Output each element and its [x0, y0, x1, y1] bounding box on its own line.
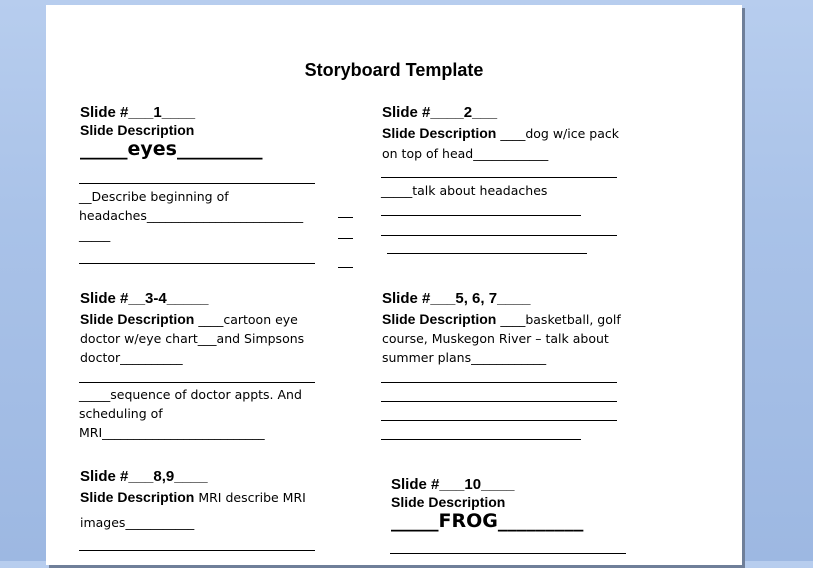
document-page — [46, 5, 742, 565]
slide-2-blank-line-4 — [387, 253, 587, 254]
slide-1-notes — [79, 187, 349, 244]
margin-mark-3 — [338, 267, 353, 268]
slide-10-blank-line-1 — [390, 553, 626, 554]
slide-1-description-text: _____eyes_________ — [80, 138, 263, 160]
slide-8-9-blank-line-1 — [79, 550, 315, 551]
slide-2-block — [382, 104, 662, 163]
slide-3-4-description-line-2: doctor w/eye chart___and Simpsons — [80, 331, 305, 346]
slide-3-4-description-label: Slide Description — [80, 311, 195, 327]
slide-2-blank-line-1 — [381, 177, 617, 178]
slide-1-blank-line-2 — [79, 263, 315, 264]
slide-8-9-heading: Slide #___8,9____ — [80, 468, 208, 485]
slide-5-6-7-description-line-2: course, Muskegon River – talk about — [382, 331, 609, 346]
slide-3-4-note-line-2: scheduling of — [79, 406, 163, 421]
slide-1-blank-line-1 — [79, 183, 315, 184]
document-title: Storyboard Template — [304, 60, 484, 80]
margin-mark-1 — [338, 217, 353, 218]
slide-1-heading: Slide #___1____ — [80, 104, 196, 121]
slide-5-6-7-blank-line-2 — [381, 401, 617, 402]
slide-2-heading: Slide #____2___ — [382, 104, 498, 121]
slide-5-6-7-blank-line-3 — [381, 420, 617, 421]
slide-1-note-line-1: __Describe beginning of — [79, 189, 229, 204]
slide-5-6-7-block — [382, 290, 672, 367]
slide-2-note-line-1: _____talk about headaches — [381, 183, 548, 198]
slide-3-4-notes — [79, 385, 349, 442]
slide-2-blank-line-2 — [381, 215, 581, 216]
slide-5-6-7-description-text: ____basketball, golf — [496, 312, 621, 327]
slide-2-blank-line-3 — [381, 235, 617, 236]
slide-8-9-description-text: MRI describe MRI — [194, 490, 306, 505]
slide-10-description-text: _____FROG_________ — [391, 510, 584, 532]
slide-1-description-label: Slide Description — [80, 122, 195, 138]
slide-8-9-block — [80, 468, 360, 532]
slide-10-heading: Slide #___10____ — [391, 476, 515, 493]
slide-2-notes — [381, 181, 651, 200]
slide-3-4-description-line-3: doctor__________ — [80, 350, 183, 365]
slide-1-note-line-2: headaches_________________________ — [79, 208, 304, 223]
slide-2-description-line-2: on top of head____________ — [382, 146, 549, 161]
slide-3-4-blank-line-1 — [79, 382, 315, 383]
slide-8-9-description-line-2: images___________ — [80, 515, 195, 530]
slide-5-6-7-description-line-3: summer plans____________ — [382, 350, 547, 365]
slide-5-6-7-description-label: Slide Description — [382, 311, 497, 327]
slide-10-block — [391, 476, 651, 531]
slide-3-4-note-line-1: _____sequence of doctor appts. And — [79, 387, 302, 402]
slide-5-6-7-blank-line-1 — [381, 382, 617, 383]
slide-5-6-7-blank-line-4 — [381, 439, 581, 440]
slide-1-block — [80, 104, 340, 159]
margin-mark-2 — [338, 238, 353, 239]
slide-8-9-description-label: Slide Description — [80, 489, 195, 505]
slide-2-description-text: ____dog w/ice pack — [496, 126, 619, 141]
slide-2-description-label: Slide Description — [382, 125, 497, 141]
slide-10-description-label: Slide Description — [391, 494, 506, 510]
slide-1-note-line-3: _____ — [79, 227, 111, 242]
slide-3-4-block — [80, 290, 360, 367]
slide-3-4-note-line-3: MRI__________________________ — [79, 425, 265, 440]
slide-3-4-heading: Slide #__3-4_____ — [80, 290, 209, 307]
slide-5-6-7-heading: Slide #___5, 6, 7____ — [382, 290, 531, 307]
slide-3-4-description-text: ____cartoon eye — [194, 312, 298, 327]
